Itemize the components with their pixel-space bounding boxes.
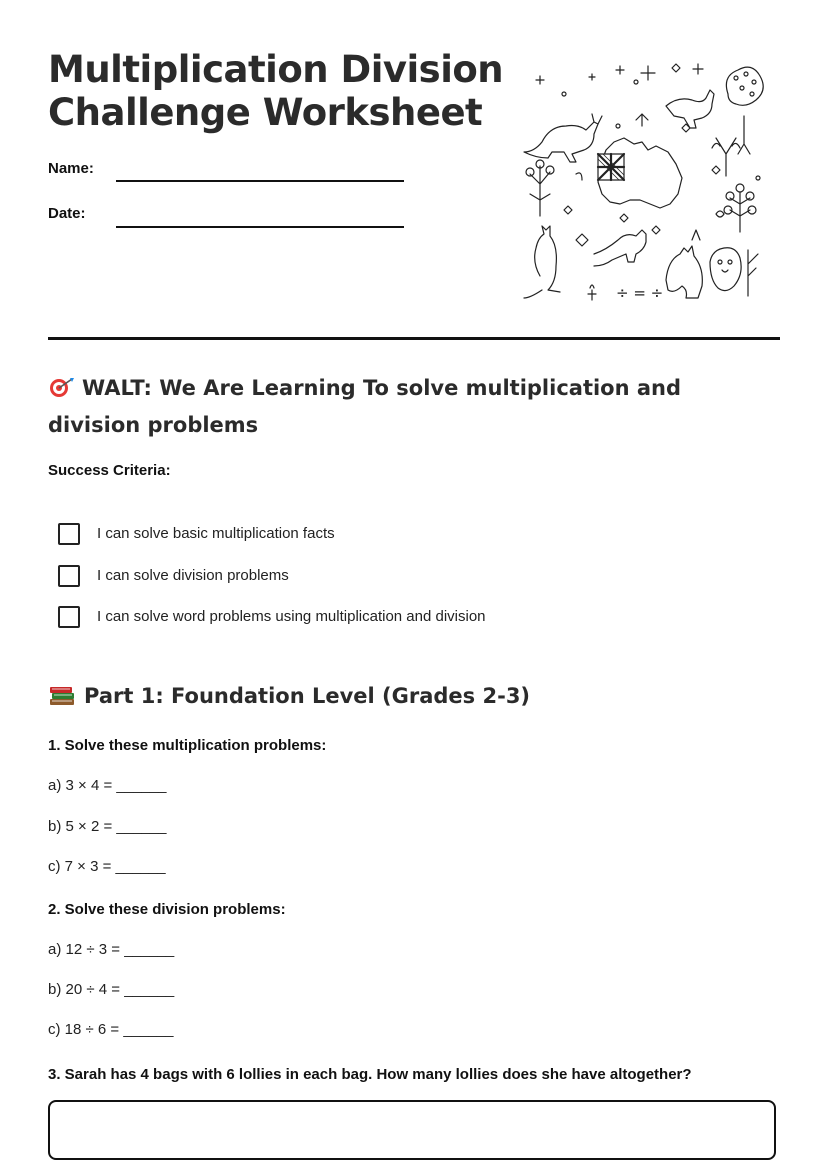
criteria-text: I can solve word problems using multiplication and division	[97, 608, 486, 625]
australia-animals-illustration	[516, 54, 770, 310]
name-field[interactable]	[116, 180, 404, 182]
criteria-item	[58, 523, 486, 565]
criteria-text: I can solve basic multiplication facts	[97, 525, 335, 542]
problem-2a: a) 12 ÷ 3 = ______	[48, 941, 175, 958]
books-icon	[48, 683, 76, 707]
part1-title: Part 1: Foundation Level (Grades 2-3)	[84, 684, 531, 708]
date-field[interactable]	[116, 226, 404, 228]
problem-1a: a) 3 × 4 = ______	[48, 777, 167, 794]
problem-2c: c) 18 ÷ 6 = ______	[48, 1021, 174, 1038]
title-line-1: Multiplication Division	[48, 48, 504, 91]
criteria-checkbox[interactable]	[58, 565, 80, 587]
name-label: Name:	[48, 160, 94, 177]
question-2-label: 2. Solve these division problems:	[48, 901, 286, 918]
answer-box[interactable]	[48, 1100, 776, 1160]
question-3-label: 3. Sarah has 4 bags with 6 lollies in each bag. How many lollies does she have altogether?	[48, 1066, 692, 1083]
walt-text: WALT: We Are Learning To solve multiplication and division problems	[48, 376, 682, 437]
illustration-symbols: ÷ = ÷	[616, 284, 664, 302]
problem-2b: b) 20 ÷ 4 = ______	[48, 981, 175, 998]
problem-1b: b) 5 × 2 = ______	[48, 818, 167, 835]
problem-1c: c) 7 × 3 = ______	[48, 858, 166, 875]
success-criteria-label: Success Criteria:	[48, 462, 171, 479]
criteria-text: I can solve division problems	[97, 566, 289, 584]
target-icon	[48, 376, 76, 398]
success-criteria-list	[58, 523, 486, 648]
question-1-label: 1. Solve these multiplication problems:	[48, 737, 327, 754]
header-divider	[48, 337, 780, 340]
date-label: Date:	[48, 205, 86, 222]
criteria-item	[58, 606, 486, 648]
criteria-item	[58, 565, 486, 607]
walt-heading	[48, 370, 778, 444]
worksheet-title	[48, 48, 508, 134]
title-line-2: Challenge Worksheet	[48, 91, 483, 134]
criteria-checkbox[interactable]	[58, 606, 80, 628]
criteria-checkbox[interactable]	[58, 523, 80, 545]
part1-heading	[48, 680, 530, 712]
